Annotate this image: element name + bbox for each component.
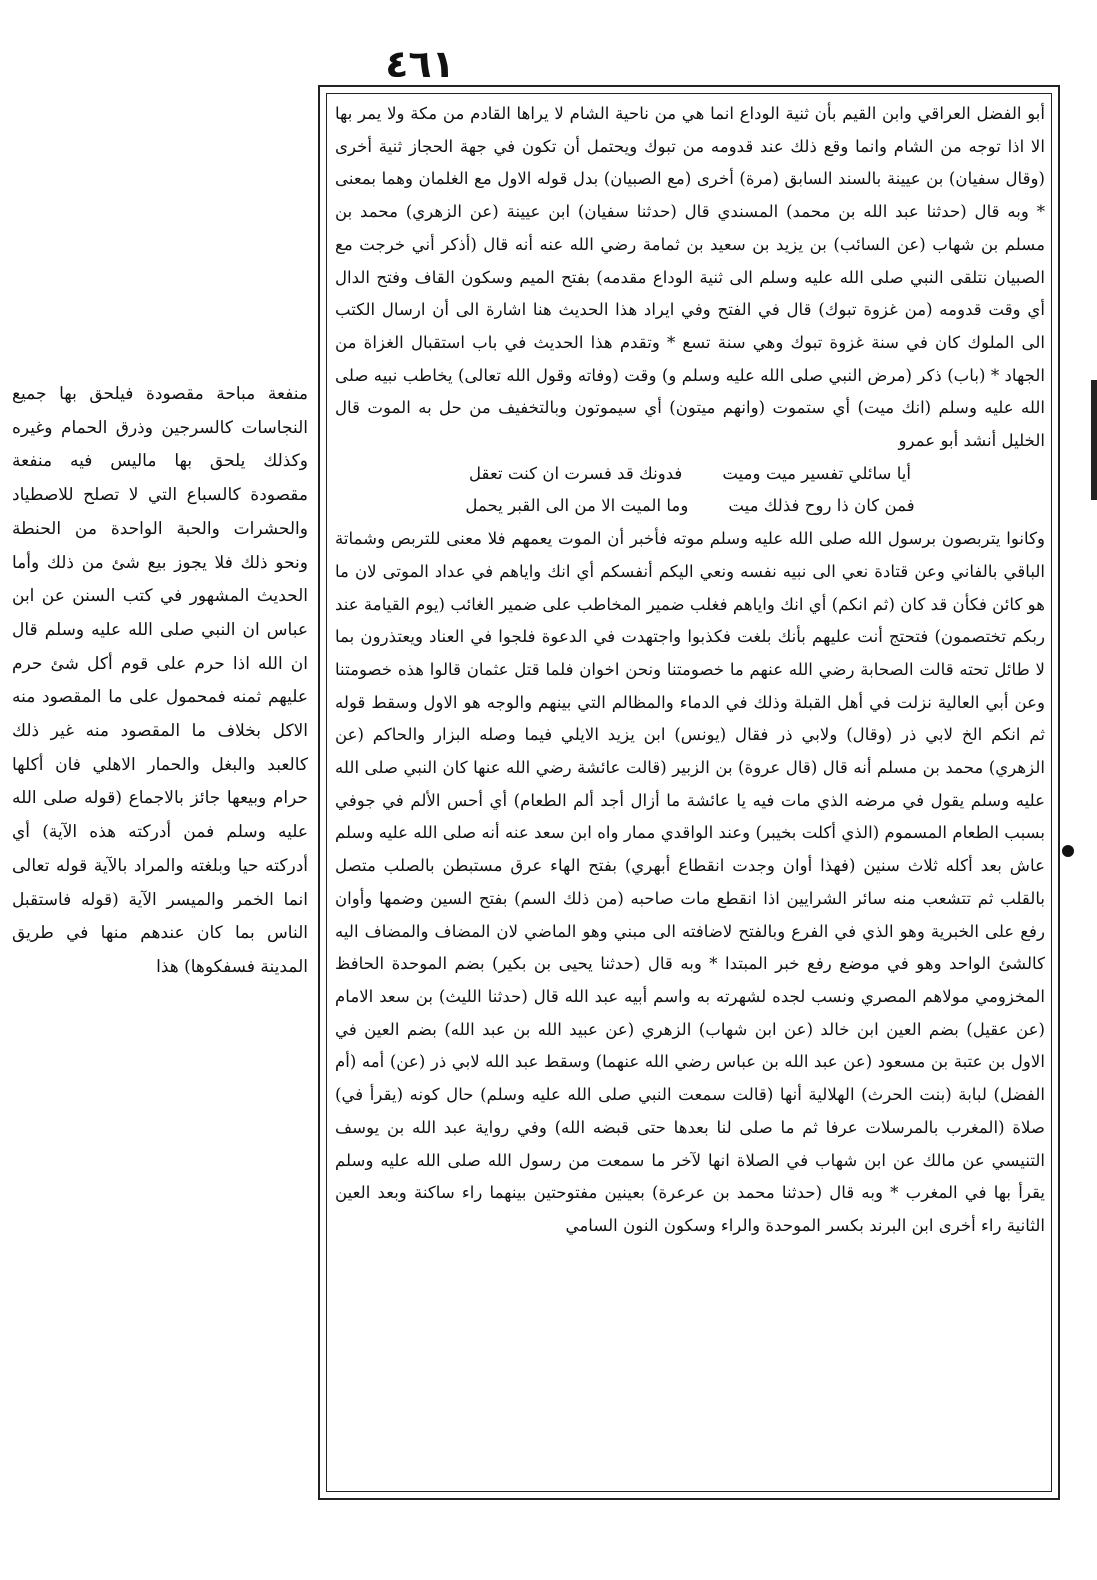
- page-edge-shadow: [1091, 380, 1097, 500]
- margin-commentary: [12, 378, 308, 1028]
- main-paragraph-1: أبو الفضل العراقي وابن القيم بأن ثنية الوداع انما هي من ناحية الشام لا يراها القادم من مكة ولا يمر بها الا اذا توجه من الشام وانما وقع ذلك عند قدومه من تبوك ويحتمل أن تكون في جهة الحجاز ثنية أخرى (وقال سفيان) بن عيينة بالسند السابق (مرة) أخرى (مع الصبيان) بدل قوله الاول مع الغلمان وهما بمعنى * وبه قال (حدثنا عبد الله بن محمد) المسندي قال (حدثنا سفيان) ابن عيينة (عن الزهري) محمد بن مسلم بن شهاب (عن السائب) بن يزيد بن سعيد بن ثمامة رضي الله عنه أنه قال (أذكر أني خرجت مع الصبيان نتلقى النبي صلى الله عليه وسلم الى ثنية الوداع مقدمه) بفتح الميم وسكون القاف وفتح الدال أي وقت قدومه (من غزوة تبوك) قال في الفتح وفي ايراد هذا الحديث هنا اشارة الى أن ارسال الكتب الى الملوك كان في سنة غزوة تبوك وهي سنة تسع * وتقدم هذا الحديث في باب استقبال الغزاة من الجهاد * (باب) ذكر (مرض النبي صلى الله عليه وسلم و) وقت (وفاته وقول الله تعالى) يخاطب نبيه صلى الله عليه وسلم (انك ميت) أي ستموت (وانهم ميتون) أي سيموتون وبالتخفيف من حل به الموت قال الخليل أنشد أبو عمرو: [335, 104, 1045, 451]
- verse-1-first-hemistich: أيا سائلي تفسير ميت وميت: [722, 463, 912, 483]
- main-paragraph-2: وكانوا يتربصون برسول الله صلى الله عليه وسلم موته فأخبر أن الموت يعمهم فلا معنى للتربص وشماتة الباقي بالفاني وعن قتادة نعي الى نبيه نفسه ونعي اليكم أنفسكم أي انك واياهم في عداد الموتى لان ما هو كائن فكأن قد كان (ثم انكم) أي انك واياهم فغلب ضمير المخاطب على ضمير الغائب (يوم القيامة عند ربكم تختصمون) فتحتج أنت عليهم بأنك بلغت فكذبوا واجتهدت في الدعوة فلجوا في العناد ويعتذرون بما لا طائل تحته قالت الصحابة رضي الله عنهم ما خصومتنا ونحن اخوان فلما قتل عثمان قالوا هذه خصومتنا وعن أبي العالية نزلت في أهل القبلة وذلك في الدماء والمظالم التي بينهم والوجه هو الاول وسقط قوله ثم انكم الخ لابي ذر (وقال) ولابي ذر فقال (يونس) ابن يزيد الايلي فيما وصله البزار والحاكم (عن الزهري) محمد بن مسلم أنه قال (قال عروة) بن الزبير (قالت عائشة رضي الله عنها كان النبي صلى الله عليه وسلم يقول في مرضه الذي مات فيه يا عائشة ما أزال أجد ألم الطعام) أي أحس الألم في جوفي بسبب الطعام المسموم (الذي أكلت بخيبر) وعند الواقدي ممار واه ابن سعد عنه أنه صلى الله عليه وسلم عاش بعد أكله ثلاث سنين (فهذا أوان وجدت انقطاع أبهري) بفتح الهاء عرق مستبطن بالصلب متصل بالقلب ثم تتشعب منه سائر الشرايين اذا انقطع مات صاحبه (من ذلك السم) بفتح السين وضمها وأوان رفع على الخبرية وهو الذي في الفرع وبالفتح لاضافته الى مبني وهو الماضي لان المضاف والمضاف اليه كالشئ الواحد وهو في موضع رفع خبر المبتدا * وبه قال (حدثنا يحيى بن بكير) بضم الموحدة الحافظ المخزومي مولاهم المصري ونسب لجده لشهرته به واسم أبيه عبد الله قال (حدثنا الليث) بن سعد الامام (عن عقيل) بضم العين ابن خالد (عن ابن شهاب) الزهري (عن عبيد الله بن عبد الله) بضم العين في الاول بن عتبة بن مسعود (عن عبد الله بن عباس رضي الله عنهما) وسقط عبد الله لابي ذر (عن) أمه (أم الفضل) لبابة (بنت الحرث) الهلالية أنها (قالت سمعت النبي صلى الله عليه وسلم) حال كونه (يقرأ في) صلاة (المغرب بالمرسلات عرفا ثم ما صلى لنا بعدها حتى قبضه الله) وفي رواية عبد الله بن يوسف التنيسي عن مالك عن ابن شهاب في الصلاة انها لآخر ما سمعت من رسول الله صلى الله عليه وسلم يقرأ بها في المغرب * وبه قال (حدثنا محمد بن عرعرة) بعينين مفتوحتين بينهما راء ساكنة وبعد العين الثانية راء أخرى ابن البرند بكسر الموحدة والراء وسكون النون السامي: [335, 529, 1045, 1235]
- verse-1-second-hemistich: فدونك قد فسرت ان كنت تعقل: [468, 463, 683, 483]
- verse-line-1: [335, 458, 1045, 491]
- verse-line-2: [335, 490, 1045, 523]
- verse-2-second-hemistich: وما الميت الا من الى القبر يحمل: [465, 496, 689, 516]
- page-number: ٤٦١: [385, 42, 455, 86]
- main-text-block: [335, 98, 1045, 1493]
- margin-commentary-paragraph: منفعة مباحة مقصودة فيلحق بها جميع النجاسات كالسرجين وذرق الحمام وغيره وكذلك يلحق بها ماليس فيه منفعة مقصودة كالسباع التي لا تصلح للاصطياد والحشرات والحبة الواحدة من الحنطة ونحو ذلك فلا يجوز بيع شئ من ذلك وأما الحديث المشهور في كتب السنن عن ابن عباس ان النبي صلى الله عليه وسلم قال ان الله اذا حرم على قوم أكل شئ حرم عليهم ثمنه فمحمول على ما المقصود منه الاكل بخلاف ما المقصود منه غير ذلك كالعبد والبغل والحمار الاهلي فان أكلها حرام وبيعها جائز بالاجماع (قوله صلى الله عليه وسلم فمن أدركته هذه الآية) أي أدركته حيا وبلغته والمراد بالآية قوله تعالى انما الخمر والميسر الآية (قوله فاستقبل الناس بما كان عندهم منها في طريق المدينة فسفكوها) هذا: [12, 384, 308, 977]
- ink-dot-mark: [1062, 845, 1074, 857]
- verse-2-first-hemistich: فمن كان ذا روح فذلك ميت: [728, 496, 915, 516]
- poetry-block: [335, 458, 1045, 523]
